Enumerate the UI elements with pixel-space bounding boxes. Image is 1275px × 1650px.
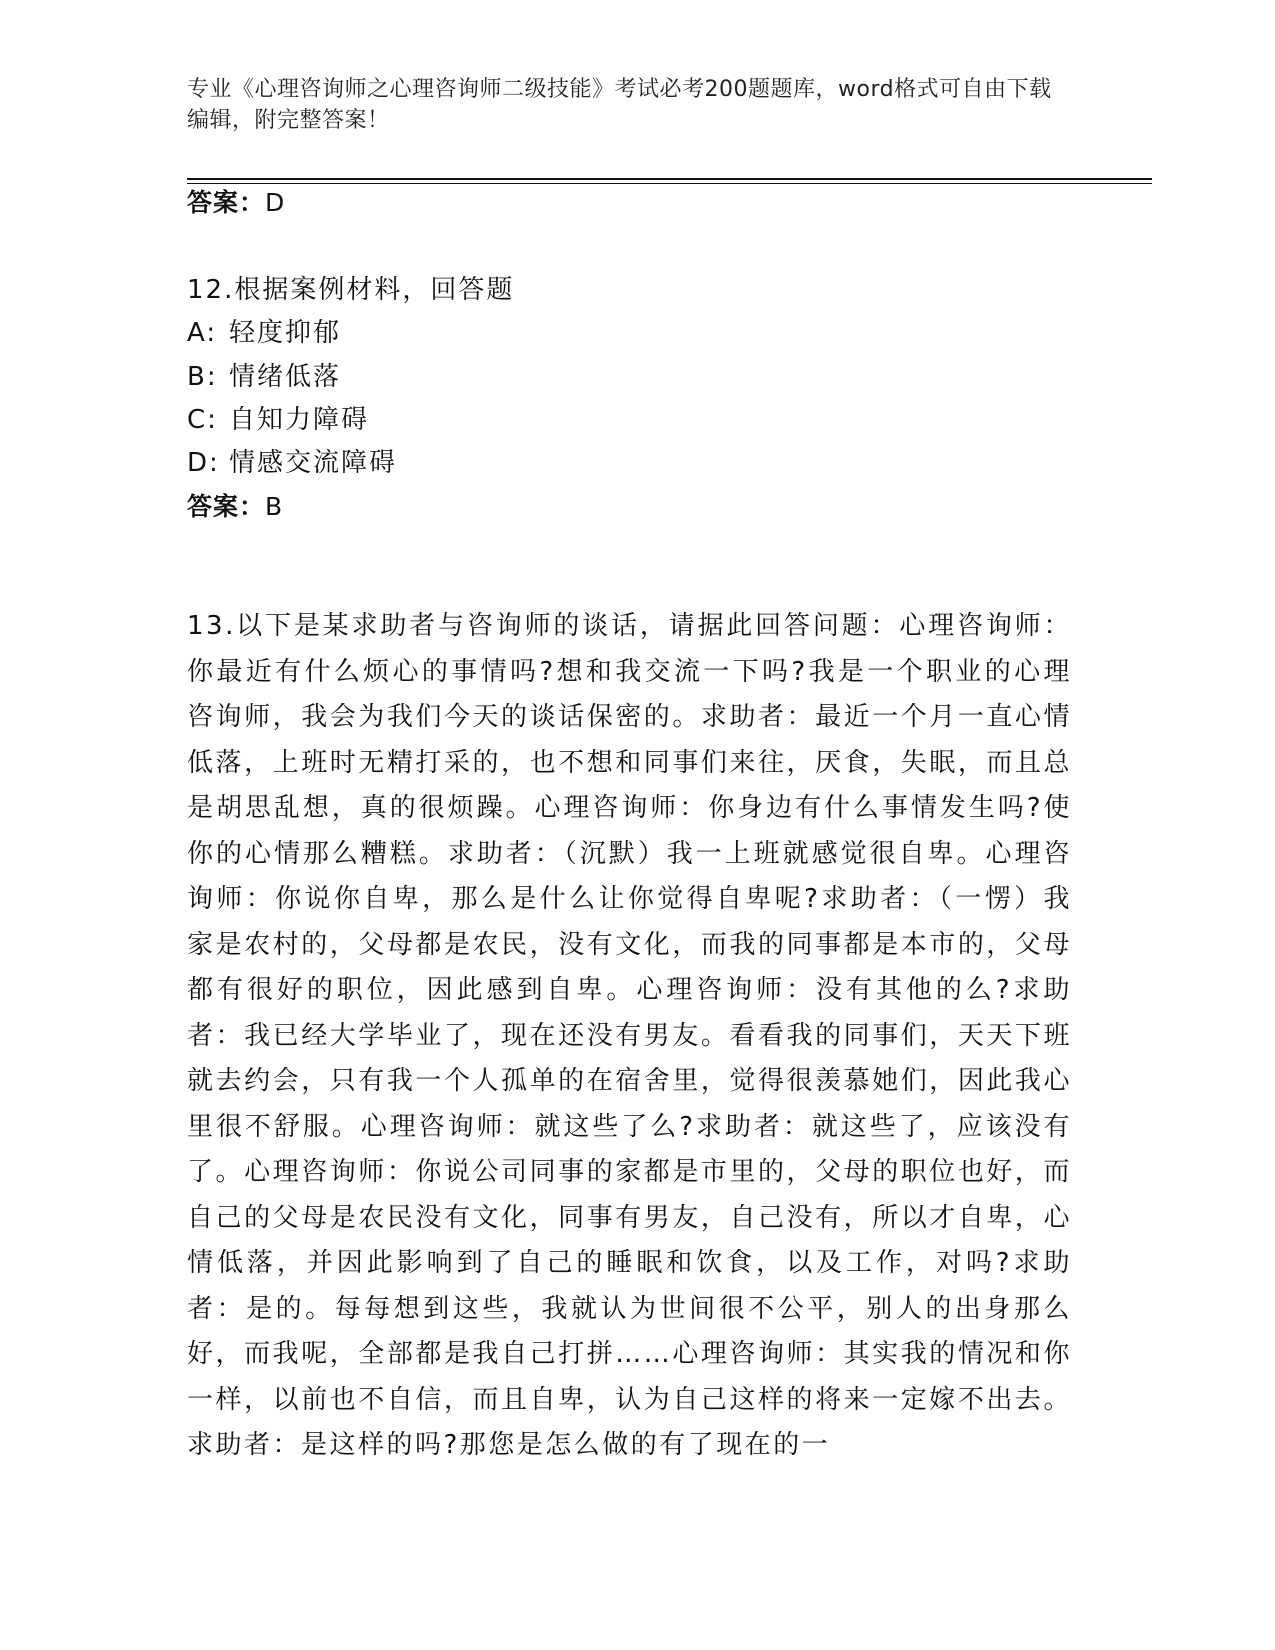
header-divider-thin [187,183,1152,184]
question-12-stem: 12.根据案例材料，回答题 [187,275,515,305]
question-12-option-b [187,362,341,392]
document-header [187,74,1067,136]
option-d-key: D: [187,448,220,478]
option-b-key: B: [187,362,218,392]
question-12-answer-label: 答案： [187,492,266,521]
option-a-text: 轻度抑郁 [229,318,342,348]
option-b-text: 情绪低落 [229,362,342,392]
answer-prev-value: D [265,188,286,217]
answer-prev [187,188,285,218]
option-c-key: C: [187,405,218,435]
question-12-option-d [187,448,397,478]
question-13-text: 13.以下是某求助者与咨询师的谈话，请据此回答问题：心理咨询师：你最近有什么烦心的事情吗?想和我交流一下吗?我是一个职业的心理咨询师，我会为我们今天的谈话保密的。求助者：最近一个月一直心情低落，上班时无精打采的，也不想和同事们来往，厌食，失眠，而且总是胡思乱想，真的很烦躁。心理咨询师：你身边有什么事情发生吗?使你的心情那么糟糕。求助者：（沉默）我一上班就感觉很自卑。心理咨询师：你说你自卑，那么是什么让你觉得自卑呢?求助者：（一愣）我家是农村的，父母都是农民，没有文化，而我的同事都是本市的，父母都有很好的职位，因此感到自卑。心理咨询师：没有其他的么?求助者：我已经大学毕业了，现在还没有男友。看看我的同事们，天天下班就去约会，只有我一个人孤单的在宿舍里，觉得很羡慕她们，因此我心里很不舒服。心理咨询师：就这些了么?求助者：就这些了，应该没有了。心理咨询师：你说公司同事的家都是市里的，父母的职位也好，而自己的父母是农民没有文化，同事有男友，自己没有，所以才自卑，心情低落，并因此影响到了自己的睡眠和饮食，以及工作，对吗?求助者：是的。每每想到这些，我就认为世间很不公平，别人的出身那么好，而我呢，全部都是我自己打拼……心理咨询师：其实我的情况和你一样，以前也不自信，而且自卑，认为自己这样的将来一定嫁不出去。求助者：是这样的吗?那您是怎么做的有了现在的一 [187,611,1072,1460]
option-c-text: 自知力障碍 [229,405,370,435]
question-12-answer [187,492,283,522]
question-12-answer-value: B [265,492,284,521]
question-12-option-c [187,405,369,435]
option-d-text: 情感交流障碍 [229,448,398,478]
header-title: 专业《心理咨询师之心理咨询师二级技能》考试必考200题题库，word格式可自由下载编辑，附完整答案！ [187,77,1052,133]
answer-prev-label: 答案： [187,188,266,217]
header-divider-thick [187,178,1152,180]
question-12-option-a [187,318,341,348]
option-a-key: A: [187,318,218,348]
